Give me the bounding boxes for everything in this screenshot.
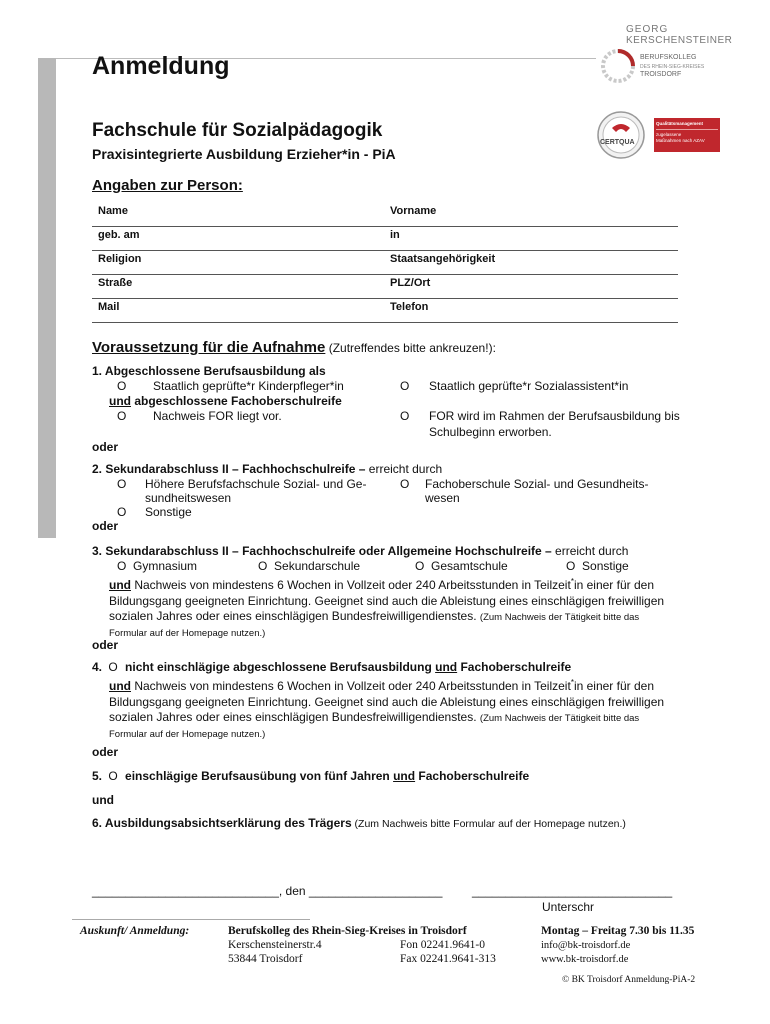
oder-2: oder — [92, 519, 119, 533]
certqua-badge — [654, 118, 720, 152]
s4-line4-note: Formular auf der Homepage nutzen.) — [109, 728, 266, 740]
checkbox-circle[interactable]: O — [258, 559, 268, 573]
page-side-bar — [38, 58, 56, 538]
person-heading: Angaben zur Person: — [92, 177, 243, 194]
s4-line3-note: (Zum Nachweis der Tätigkeit bitte das — [479, 713, 640, 724]
s1-title: 1. Abgeschlossene Berufsausbildung als — [92, 364, 326, 378]
s4-nachweis-text — [109, 675, 729, 742]
s4-line1: Nachweis von mindestens 6 Wochen in Vollzeit oder 240 Arbeitsstunden in Teilzeit — [131, 679, 571, 693]
certqua-label: CERTQUA — [600, 139, 635, 146]
s5-number: 5. — [92, 769, 103, 783]
s6-note: (Zum Nachweis bitte Formular auf der Homepage nutzen.) — [351, 818, 626, 830]
badge-line-1: Qualitätsmanagement — [656, 121, 704, 126]
und-word: und — [109, 578, 131, 592]
certqua-emblem-icon — [590, 110, 652, 160]
checkbox-circle[interactable]: O — [566, 559, 576, 573]
option-label-line1: FOR wird im Rahmen der Berufsausbildung bis — [429, 409, 680, 423]
field-name[interactable]: Name — [98, 205, 128, 217]
s1-option-kinderpfleger[interactable] — [117, 379, 344, 394]
checkbox-circle[interactable]: O — [415, 559, 425, 573]
und-word: und — [435, 660, 458, 674]
logo-line-kreis: DES RHEIN-SIEG-KREISES — [640, 64, 705, 70]
oder-4: oder — [92, 745, 119, 759]
logo-ring-icon — [598, 46, 638, 86]
s3-line3-note: (Zum Nachweis der Tätigkeit bitte das — [479, 612, 640, 623]
option-label: Staatlich geprüfte*r Sozialassistent*in — [429, 379, 629, 393]
footnote-star: * — [570, 678, 574, 687]
logo-line-kerschensteiner: KERSCHENSTEINER — [626, 35, 733, 46]
s3-option-gymnasium[interactable] — [117, 559, 197, 574]
field-phone[interactable]: Telefon — [390, 301, 429, 313]
footer-copyright: © BK Troisdorf Anmeldung-PiA-2 — [562, 975, 696, 985]
checkbox-circle[interactable]: O — [117, 559, 127, 573]
option-label-line1: Höhere Berufsfachschule Sozial- und Ge- — [145, 477, 367, 491]
requirements-heading — [92, 339, 496, 357]
checkbox-circle[interactable]: O — [400, 379, 410, 393]
checkbox-circle[interactable]: O — [108, 660, 118, 674]
s3-title-line — [92, 544, 628, 559]
s1-option-for-vorhanden[interactable] — [117, 409, 282, 424]
form-row-birth — [92, 226, 678, 251]
s4-line2: Bildungsgang geeigneten Einrichtung. Geeignet sind auch die Ableistung eines einschlägigen freiwilligen — [109, 694, 665, 709]
footer-email[interactable]: info@bk-troisdorf.de — [541, 940, 631, 951]
s5-title-line — [92, 769, 529, 784]
option-label-line2: Schulbeginn erworben. — [429, 425, 552, 439]
s2-option-fachoberschule[interactable] — [400, 477, 649, 505]
s3-title: 3. Sekundarabschluss II – Fachhochschulreife oder Allgemeine Hochschulreife – — [92, 544, 552, 558]
footer-web[interactable]: www.bk-troisdorf.de — [541, 954, 629, 965]
s2-title: 2. Sekundarabschluss II – Fachhochschulreife – — [92, 462, 366, 476]
s5-title-b: Fachoberschulreife — [415, 769, 530, 783]
badge-line-3: Maßnahmen nach AZAV — [656, 138, 705, 143]
requirements-heading-note: (Zutreffendes bitte ankreuzen!): — [325, 341, 496, 355]
s2-option-hoehere-bfs[interactable] — [117, 477, 367, 505]
s2-option-sonstige[interactable] — [117, 505, 192, 520]
s3-option-sonstige[interactable] — [566, 559, 629, 574]
footnote-star: * — [570, 577, 574, 586]
s1-option-for-erwerb[interactable] — [400, 409, 680, 439]
s3-nachweis-text — [109, 574, 729, 641]
badge-divider — [656, 129, 718, 130]
certqua-seal — [590, 110, 720, 160]
checkbox-circle[interactable]: O — [117, 505, 127, 519]
s4-title-b: Fachoberschulreife — [457, 660, 572, 674]
s1-und-rest: abgeschlossene Fachoberschulreife — [131, 394, 342, 408]
s3-line1: Nachweis von mindestens 6 Wochen in Vollzeit oder 240 Arbeitsstunden in Teilzeit — [131, 578, 571, 592]
option-label: Sekundarschule — [274, 559, 361, 573]
footer-divider — [72, 919, 310, 920]
checkbox-circle[interactable]: O — [117, 477, 127, 491]
s3-option-gesamtschule[interactable] — [415, 559, 508, 574]
s5-title-a: einschlägige Berufsausübung von fünf Jahren — [125, 769, 394, 783]
option-label: Gymnasium — [133, 559, 198, 573]
form-row-name — [92, 202, 678, 227]
oder-3: oder — [92, 638, 119, 652]
field-street[interactable]: Straße — [98, 277, 133, 289]
checkbox-circle[interactable]: O — [117, 409, 127, 423]
signature-line[interactable]: ______________________________ — [472, 884, 673, 898]
s3-line3: sozialen Jahres oder eines einschlägigen Bundesfreiwilligendienstes. — [109, 609, 480, 623]
field-mail[interactable]: Mail — [98, 301, 120, 313]
s1-und-line — [109, 394, 342, 409]
program-name: Praxisintegrierte Ausbildung Erzieher*in - PiA — [92, 146, 396, 162]
option-label-line2: wesen — [425, 491, 460, 505]
footer-hours: Montag – Freitag 7.30 bis 11.35 — [541, 925, 695, 937]
footer-city: 53844 Troisdorf — [228, 953, 303, 965]
field-zip-city[interactable]: PLZ/Ort — [390, 277, 431, 289]
und-5: und — [92, 793, 114, 807]
s3-line1-end: in einer für den — [573, 578, 654, 592]
option-label: Gesamtschule — [431, 559, 508, 573]
logo-line-troisdorf: TROISDORF — [640, 71, 682, 78]
s6-title-line — [92, 816, 626, 832]
field-birthplace[interactable]: in — [390, 229, 400, 241]
form-row-religion — [92, 250, 678, 275]
option-label: Sonstige — [582, 559, 629, 573]
logo-line-georg: GEORG — [626, 24, 669, 35]
s4-line1-end: in einer für den — [573, 679, 654, 693]
form-row-contact — [92, 298, 678, 323]
footer-phone: Fon 02241.9641-0 — [400, 939, 485, 951]
s3-option-sekundarschule[interactable] — [258, 559, 360, 574]
form-row-address — [92, 274, 678, 299]
s2-title-line — [92, 462, 442, 477]
page-subtitle: Fachschule für Sozialpädagogik — [92, 120, 383, 141]
s3-title-rest: erreicht durch — [551, 544, 629, 558]
field-birthdate[interactable]: geb. am — [98, 229, 140, 241]
s4-title-a: nicht einschlägige abgeschlossene Berufsausbildung — [125, 660, 436, 674]
s4-title-line — [92, 660, 571, 675]
s4-number: 4. — [92, 660, 103, 674]
footer-label: Auskunft/ Anmeldung: — [80, 925, 190, 937]
s2-title-rest: erreicht durch — [365, 462, 443, 476]
checkbox-circle[interactable]: O — [108, 769, 118, 783]
oder-1: oder — [92, 440, 119, 454]
option-label: Staatlich geprüfte*r Kinderpfleger*in — [153, 379, 344, 393]
s3-line2: Bildungsgang geeigneten Einrichtung. Geeignet sind auch die Ableistung eines einschlägigen freiwilligen — [109, 593, 665, 608]
page-title: Anmeldung — [92, 52, 230, 80]
checkbox-circle[interactable]: O — [400, 477, 410, 491]
signature-label: Unterschr — [542, 900, 595, 914]
und-word: und — [109, 394, 131, 408]
footer-fax: Fax 02241.9641-313 — [400, 953, 496, 965]
option-label-line1: Fachoberschule Sozial- und Gesundheits- — [425, 477, 649, 491]
footer-school: Berufskolleg des Rhein-Sieg-Kreises in Troisdorf — [228, 925, 467, 937]
school-logo — [598, 24, 748, 94]
s1-option-sozialassistent[interactable] — [400, 379, 629, 394]
requirements-heading-text: Voraussetzung für die Aufnahme — [92, 339, 326, 356]
signature-date-line[interactable]: ____________________________, den ____________________ — [92, 884, 443, 898]
field-nationality[interactable]: Staatsangehörigkeit — [390, 253, 496, 265]
field-religion[interactable]: Religion — [98, 253, 142, 265]
option-label: Sonstige — [145, 505, 192, 519]
checkbox-circle[interactable]: O — [400, 409, 410, 423]
field-vorname[interactable]: Vorname — [390, 205, 437, 217]
s3-line4-note: Formular auf der Homepage nutzen.) — [109, 627, 266, 639]
option-label-line2: sundheitswesen — [145, 491, 232, 505]
logo-line-berufskolleg: BERUFSKOLLEG — [640, 54, 697, 61]
footer-street: Kerschensteinerstr.4 — [228, 939, 322, 951]
checkbox-circle[interactable]: O — [117, 379, 127, 393]
s4-line3: sozialen Jahres oder eines einschlägigen Bundesfreiwilligendienstes. — [109, 710, 480, 724]
und-word: und — [109, 679, 131, 693]
s6-title: 6. Ausbildungsabsichtserklärung des Trägers — [92, 816, 352, 830]
badge-line-2: zugelassene — [656, 132, 682, 137]
option-label: Nachweis FOR liegt vor. — [153, 409, 282, 423]
und-word: und — [393, 769, 416, 783]
